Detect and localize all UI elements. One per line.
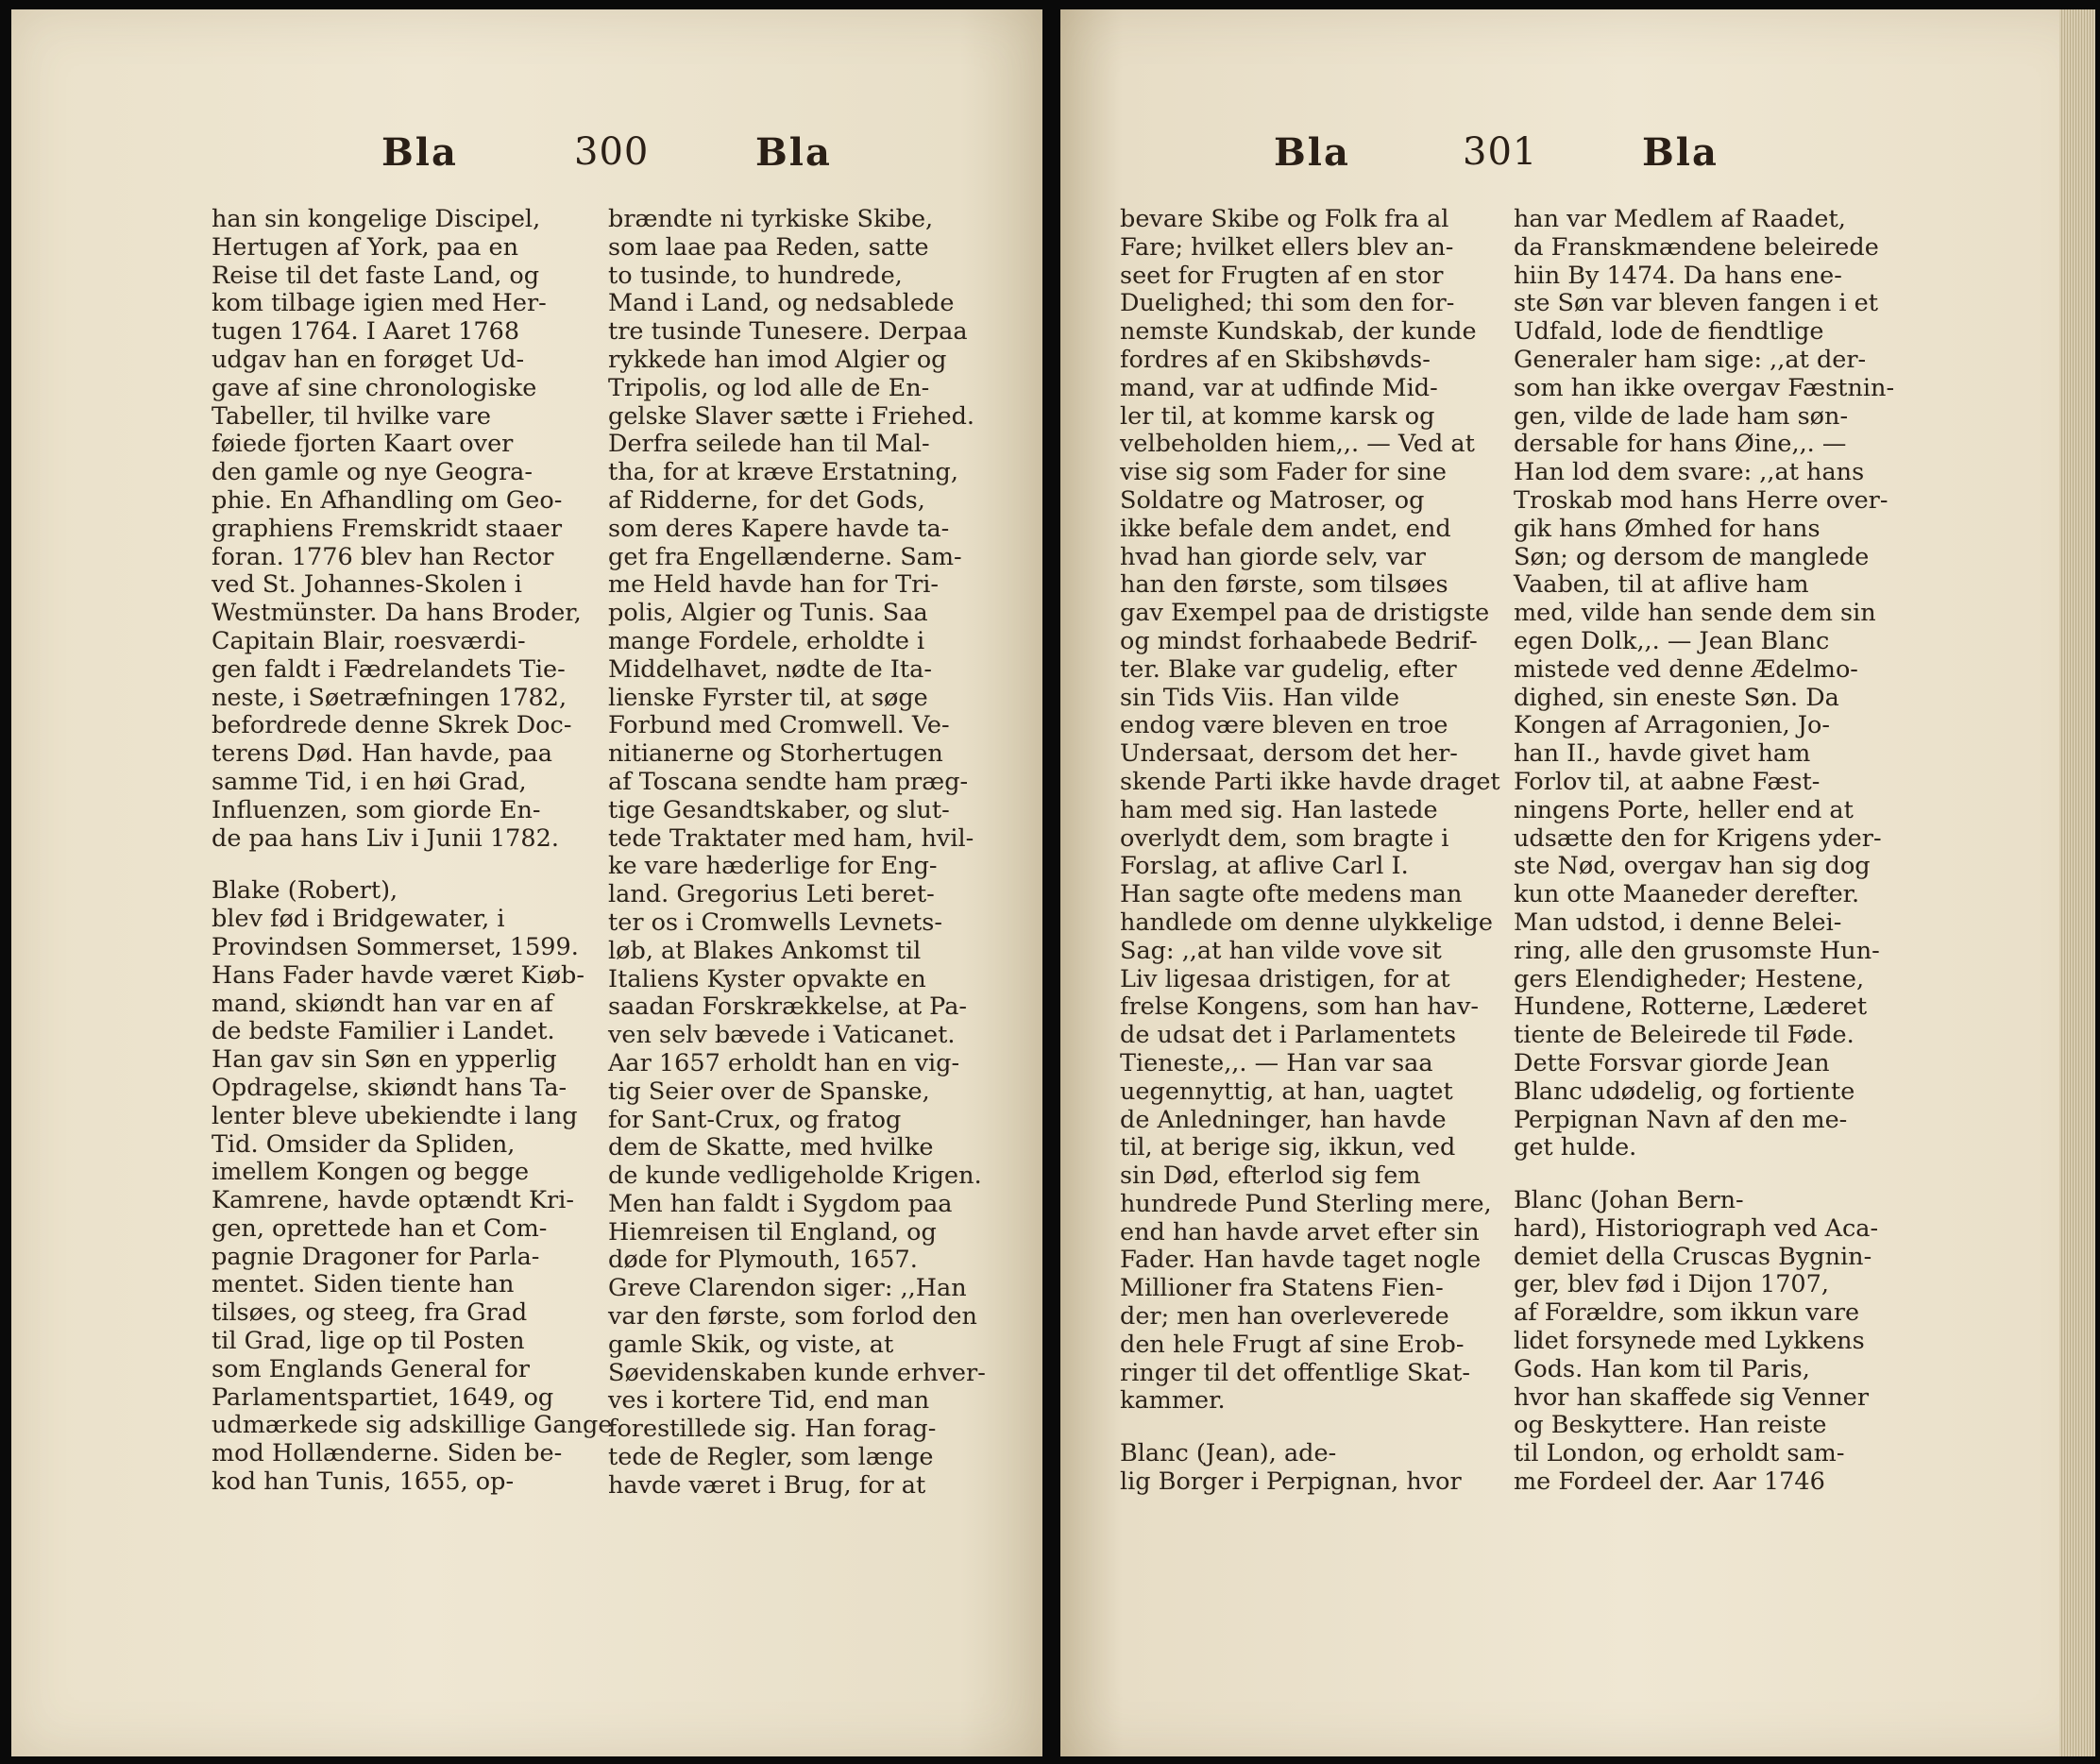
text-line: seet for Frugten af en stor: [1120, 261, 1444, 290]
text-line: dersable for hans Øine,,. —: [1514, 430, 1847, 459]
text-line: Fader. Han havde taget nogle: [1120, 1246, 1482, 1275]
text-line: havde været i Brug, for at: [608, 1470, 926, 1500]
text-line: tugen 1764. I Aaret 1768: [212, 317, 520, 347]
text-line: Hiemreisen til England, og: [608, 1217, 937, 1247]
text-line: endog være bleven en troe: [1120, 711, 1448, 740]
text-line: der; men han overleverede: [1120, 1302, 1449, 1331]
text-line: mentet. Siden tiente han: [212, 1270, 515, 1299]
text-line: Blanc udødelig, og fortiente: [1514, 1077, 1855, 1106]
text-line: Hertugen af York, paa en: [212, 232, 519, 262]
text-line: skende Parti ikke havde draget: [1120, 767, 1500, 796]
text-line: af Toscana sendte ham præg-: [608, 767, 969, 796]
text-line: Gods. Han kom til Paris,: [1514, 1354, 1810, 1383]
text-line: Undersaat, dersom det her-: [1120, 739, 1458, 769]
text-line: sin Tids Viis. Han vilde: [1120, 683, 1400, 712]
text-line: var den første, som forlod den: [608, 1302, 977, 1331]
text-line: polis, Algier og Tunis. Saa: [608, 599, 928, 628]
text-paragraph: [212, 206, 597, 853]
text-line: Reise til det faste Land, og: [212, 261, 540, 290]
text-line: mand, var at udfinde Mid-: [1120, 373, 1438, 402]
text-line: Forslag, at aflive Carl I.: [1120, 852, 1409, 881]
text-line: kammer.: [1120, 1386, 1226, 1416]
text-line: kod han Tunis, 1655, op-: [212, 1467, 515, 1497]
entry-headline: Blanc (Jean), ade-: [1120, 1439, 1337, 1468]
text-line: dem de Skatte, med hvilke: [608, 1133, 934, 1162]
text-paragraph: [608, 206, 990, 1501]
text-line: som laae paa Reden, satte: [608, 232, 929, 262]
text-line: udmærkede sig adskillige Gange: [212, 1411, 613, 1440]
text-line: tiente de Beleirede til Føde.: [1514, 1021, 1854, 1050]
text-column-1: [212, 205, 613, 1497]
text-line: med, vilde han sende dem sin: [1514, 599, 1876, 628]
text-line: kun otte Maaneder derefter.: [1514, 880, 1860, 909]
text-line: han II., havde givet ham: [1514, 739, 1811, 769]
text-line: frelse Kongens, som han hav-: [1120, 992, 1479, 1022]
text-line: handlede om denne ulykkelige: [1120, 907, 1493, 937]
text-line: Italiens Kyster opvakte en: [608, 964, 926, 993]
text-line: Søevidenskaben kunde erhver-: [608, 1358, 986, 1387]
text-line: egen Dolk,,. — Jean Blanc: [1514, 626, 1830, 655]
text-line: ringer til det offentlige Skat-: [1120, 1358, 1470, 1387]
text-line: Kongen af Arragonien, Jo-: [1514, 711, 1830, 740]
text-line: tig Seier over de Spanske,: [608, 1077, 930, 1106]
text-line: hard), Historiograph ved Aca-: [1514, 1213, 1879, 1243]
entry-headline: Blake (Robert),: [212, 876, 398, 906]
text-line: fordres af en Skibshøvds-: [1120, 345, 1431, 374]
text-line: udgav han en forøget Ud-: [212, 345, 525, 374]
text-line: tede de Regler, som længe: [608, 1443, 934, 1472]
text-line: hvor han skaffede sig Venner: [1514, 1382, 1870, 1412]
text-line: rykkede han imod Algier og: [608, 345, 947, 374]
text-line: Man udstod, i denne Belei-: [1514, 907, 1842, 937]
left-page: [11, 9, 1042, 1756]
text-line: Provindsen Sommerset, 1599.: [212, 932, 579, 961]
text-line: hiin By 1474. Da hans ene-: [1514, 261, 1842, 290]
text-line: phie. En Afhandling om Geo-: [212, 485, 563, 515]
text-line: gen, oprettede han et Com-: [212, 1213, 548, 1243]
text-line: de kunde vedligeholde Krigen.: [608, 1162, 982, 1191]
text-line: de paa hans Liv i Junii 1782.: [212, 823, 559, 853]
text-line: Greve Clarendon siger: ,,Han: [608, 1274, 967, 1303]
entry-paragraph: [1514, 1187, 1895, 1497]
text-line: tige Gesandtskaber, og slut-: [608, 795, 950, 824]
text-line: Derfra seilede han til Mal-: [608, 430, 930, 459]
text-line: lienske Fyrster til, at søge: [608, 683, 928, 712]
text-line: ring, alle den grusomste Hun-: [1514, 936, 1880, 965]
text-line: terens Død. Han havde, paa: [212, 739, 552, 769]
text-line: gers Elendigheder; Hestene,: [1514, 964, 1865, 993]
text-line: Han lod dem svare: ,,at hans: [1514, 458, 1865, 487]
text-line: løb, at Blakes Ankomst til: [608, 936, 922, 965]
page-edges: [2059, 9, 2095, 1756]
text-line: gelske Slaver sætte i Friehed.: [608, 401, 975, 431]
entry-headline: Blanc (Johan Bern-: [1514, 1186, 1744, 1215]
text-line: den gamle og nye Geogra-: [212, 458, 533, 487]
text-line: ter. Blake var gudelig, efter: [1120, 654, 1457, 684]
running-head-left: Bla: [381, 130, 458, 175]
text-line: dighed, sin eneste Søn. Da: [1514, 683, 1839, 712]
text-line: Tid. Omsider da Spliden,: [212, 1129, 516, 1159]
text-line: foran. 1776 blev han Rector: [212, 542, 554, 571]
text-line: som Englands General for: [212, 1354, 530, 1383]
text-line: til, at berige sig, ikkun, ved: [1120, 1133, 1456, 1162]
text-line: mod Hollænderne. Siden be-: [212, 1439, 563, 1468]
text-line: som deres Kapere havde ta-: [608, 514, 950, 543]
text-line: de Anledninger, han havde: [1120, 1105, 1447, 1134]
text-paragraph: [1514, 206, 1895, 1162]
text-line: Søn; og dersom de manglede: [1514, 542, 1870, 571]
text-line: Dette Forsvar giorde Jean: [1514, 1048, 1830, 1077]
text-line: udsætte den for Krigens yder-: [1514, 823, 1882, 853]
text-line: ved St. Johannes-Skolen i: [212, 570, 522, 600]
text-line: ste Nød, overgav han sig dog: [1514, 852, 1871, 881]
text-line: tede Traktater med ham, hvil-: [608, 823, 974, 853]
text-line: de bedste Familier i Landet.: [212, 1017, 555, 1046]
text-line: me Fordeel der. Aar 1746: [1514, 1467, 1825, 1497]
text-line: uegennyttig, at han, uagtet: [1120, 1077, 1453, 1106]
text-line: lig Borger i Perpignan, hvor: [1120, 1467, 1462, 1497]
text-line: hvad han giorde selv, var: [1120, 542, 1426, 571]
text-line: Perpignan Navn af den me-: [1514, 1105, 1848, 1134]
entry-paragraph: [1120, 1440, 1488, 1497]
text-line: Soldatre og Matroser, og: [1120, 485, 1425, 515]
text-line: han sin kongelige Discipel,: [212, 205, 541, 233]
text-line: Liv ligesaa dristigen, for at: [1120, 964, 1450, 993]
text-line: sin Død, efterlod sig fem: [1120, 1162, 1421, 1191]
text-line: befordrede denne Skrek Doc-: [212, 711, 572, 740]
text-line: vise sig som Fader for sine: [1120, 458, 1447, 487]
text-column-1: [1120, 205, 1500, 1497]
text-line: af Ridderne, for det Gods,: [608, 485, 925, 515]
text-line: Westmünster. Da hans Broder,: [212, 599, 582, 628]
text-line: Tabeller, til hvilke vare: [212, 401, 491, 431]
text-line: ste Søn var bleven fangen i et: [1514, 289, 1878, 318]
text-paragraph: [1120, 205, 1500, 1416]
text-line: Influenzen, som giorde En-: [212, 795, 541, 824]
text-line: hundrede Pund Sterling mere,: [1120, 1189, 1492, 1218]
text-column-2: [1514, 206, 1895, 1497]
text-line: end han havde arvet efter sin: [1120, 1217, 1480, 1247]
text-line: neste, i Søetræfningen 1782,: [212, 683, 567, 712]
text-line: den hele Frugt af sine Erob-: [1120, 1330, 1465, 1359]
running-head-left: Bla: [1274, 130, 1350, 175]
page-number: 300: [574, 130, 650, 174]
text-line: Duelighed; thi som den for-: [1120, 289, 1455, 318]
text-line: blev fød i Bridgewater, i: [212, 905, 505, 934]
text-line: Aar 1657 erholdt han en vig-: [608, 1048, 960, 1077]
text-line: gen faldt i Fædrelandets Tie-: [212, 654, 566, 684]
text-line: han den første, som tilsøes: [1120, 570, 1448, 600]
text-line: forestillede sig. Han forag-: [608, 1415, 937, 1444]
text-line: Forbund med Cromwell. Ve-: [608, 711, 950, 740]
text-line: for Sant-Crux, og fratog: [608, 1105, 902, 1134]
text-line: tha, for at kræve Erstatning,: [608, 458, 958, 487]
text-line: Han gav sin Søn en ypperlig: [212, 1045, 557, 1075]
text-line: Sag: ,,at han vilde vove sit: [1120, 936, 1442, 965]
text-line: Troskab mod hans Herre over-: [1514, 485, 1888, 515]
text-line: ves i kortere Tid, end man: [608, 1386, 930, 1416]
entry-paragraph: [212, 876, 613, 1497]
text-line: de udsat det i Parlamentets: [1120, 1021, 1457, 1050]
text-line: Vaaben, til at aflive ham: [1514, 570, 1809, 600]
text-line: bevare Skibe og Folk fra al: [1120, 205, 1449, 233]
text-line: Kamrene, havde optændt Kri-: [212, 1186, 574, 1215]
text-line: og Beskyttere. Han reiste: [1514, 1411, 1827, 1440]
text-line: af Forældre, som ikkun vare: [1514, 1298, 1860, 1328]
text-line: gen, vilde de lade ham søn-: [1514, 401, 1849, 431]
text-line: graphiens Fremskridt staaer: [212, 514, 563, 543]
text-line: saadan Forskrækkelse, at Pa-: [608, 992, 968, 1022]
text-line: velbeholden hiem,,. — Ved at: [1120, 430, 1475, 459]
text-line: mange Fordele, erholdte i: [608, 626, 925, 655]
text-line: Tripolis, og lod alle de En-: [608, 373, 930, 402]
text-line: Forlov til, at aabne Fæst-: [1514, 767, 1821, 796]
text-line: nemste Kundskab, der kunde: [1120, 317, 1477, 347]
text-line: ham med sig. Han lastede: [1120, 795, 1438, 824]
text-line: gik hans Ømhed for hans: [1514, 514, 1821, 543]
text-line: Han sagte ofte medens man: [1120, 880, 1463, 909]
text-line: get hulde.: [1514, 1133, 1637, 1162]
text-line: to tusinde, to hundrede,: [608, 261, 903, 290]
text-line: mistede ved denne Ædelmo-: [1514, 654, 1858, 684]
text-line: me Held havde han for Tri-: [608, 570, 940, 600]
text-line: ke vare hæderlige for Eng-: [608, 852, 938, 881]
right-page: [1060, 9, 2095, 1756]
text-line: Middelhavet, nødte de Ita-: [608, 654, 932, 684]
text-line: gave af sine chronologiske: [212, 373, 537, 402]
text-line: gav Exempel paa de dristigste: [1120, 599, 1490, 628]
text-line: brændte ni tyrkiske Skibe,: [608, 205, 934, 233]
text-line: til London, og erholdt sam-: [1514, 1439, 1845, 1468]
text-line: lidet forsynede med Lykkens: [1514, 1327, 1865, 1356]
text-line: da Franskmændene beleirede: [1514, 232, 1879, 262]
text-line: ven selv bævede i Vaticanet.: [608, 1021, 956, 1050]
text-line: Tieneste,,. — Han var saa: [1120, 1048, 1433, 1077]
running-head-right: Bla: [1642, 130, 1719, 175]
text-line: nitianerne og Storhertugen: [608, 739, 943, 769]
text-line: ikke befale dem andet, end: [1120, 514, 1451, 543]
text-line: som han ikke overgav Fæstnin-: [1514, 373, 1895, 402]
text-line: samme Tid, i en høi Grad,: [212, 767, 527, 796]
text-column-2: [608, 206, 990, 1501]
text-line: ningens Porte, heller end at: [1514, 795, 1854, 824]
text-line: Generaler ham sige: ,,at der-: [1514, 345, 1867, 374]
running-head-right: Bla: [755, 130, 832, 175]
text-line: Fare; hvilket ellers blev an-: [1120, 232, 1454, 262]
text-line: ler til, at komme karsk og: [1120, 401, 1435, 431]
text-line: mand, skiøndt han var en af: [212, 989, 553, 1018]
page-number: 301: [1463, 130, 1538, 174]
text-line: imellem Kongen og begge: [212, 1158, 530, 1187]
text-line: lenter bleve ubekiendte i lang: [212, 1101, 578, 1130]
text-line: Udfald, lode de fiendtlige: [1514, 317, 1824, 347]
text-line: Mand i Land, og nedsablede: [608, 289, 955, 318]
text-line: døde for Plymouth, 1657.: [608, 1246, 918, 1275]
text-line: føiede fjorten Kaart over: [212, 430, 514, 459]
text-line: tre tusinde Tunesere. Derpaa: [608, 317, 968, 347]
text-line: tilsøes, og steeg, fra Grad: [212, 1298, 528, 1328]
text-line: land. Gregorius Leti beret-: [608, 880, 935, 909]
text-line: Capitain Blair, roesværdi-: [212, 626, 526, 655]
text-line: Hans Fader havde været Kiøb-: [212, 960, 584, 990]
text-line: Parlamentspartiet, 1649, og: [212, 1382, 554, 1412]
text-line: pagnie Dragoner for Parla-: [212, 1242, 540, 1271]
text-line: ter os i Cromwells Levnets-: [608, 907, 942, 937]
text-line: ger, blev fød i Dijon 1707,: [1514, 1270, 1829, 1299]
text-line: Men han faldt i Sygdom paa: [608, 1189, 953, 1218]
text-line: og mindst forhaabede Bedrif-: [1120, 626, 1478, 655]
text-line: Millioner fra Statens Fien-: [1120, 1274, 1444, 1303]
text-line: gamle Skik, og viste, at: [608, 1330, 894, 1359]
text-line: til Grad, lige op til Posten: [212, 1327, 525, 1356]
text-line: Opdragelse, skiøndt hans Ta-: [212, 1073, 567, 1102]
text-line: kom tilbage igien med Her-: [212, 289, 547, 318]
text-line: Hundene, Rotterne, Læderet: [1514, 992, 1868, 1022]
text-line: han var Medlem af Raadet,: [1514, 205, 1846, 233]
text-line: demiet della Cruscas Bygnin-: [1514, 1242, 1872, 1271]
text-line: overlydt dem, som bragte i: [1120, 823, 1449, 853]
text-line: get fra Engellænderne. Sam-: [608, 542, 962, 571]
